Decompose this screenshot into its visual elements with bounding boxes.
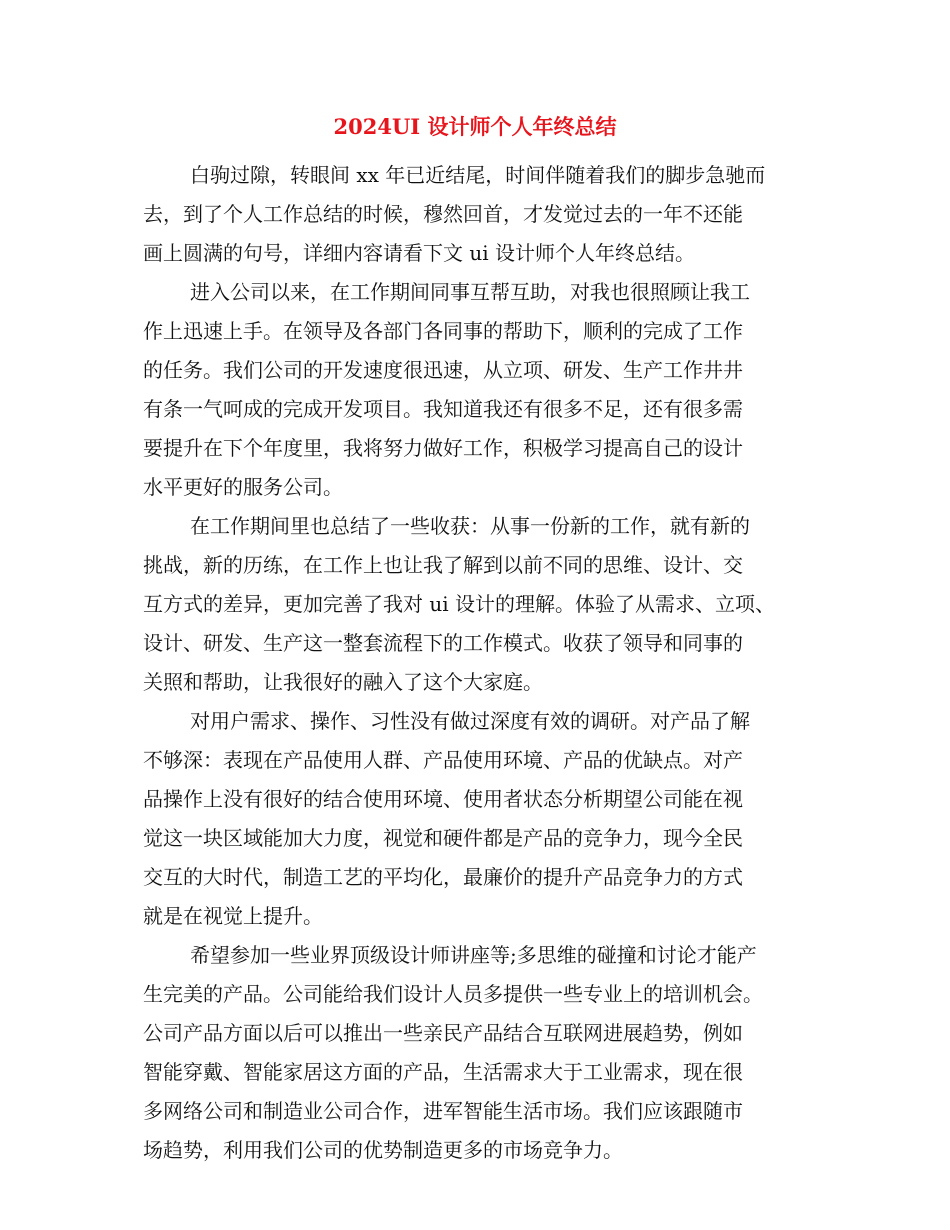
paragraph-line: 场趋势，利用我们公司的优势制造更多的市场竞争力。 [143, 1138, 623, 1162]
paragraph-line: 关照和帮助，让我很好的融入了这个大家庭。 [143, 670, 543, 694]
paragraph-line: 挑战，新的历练，在工作上也让我了解到以前不同的思维、设计、交 [143, 553, 743, 577]
paragraph-line: 有条一气呵成的完成开发项目。我知道我还有很多不足，还有很多需 [143, 397, 743, 421]
paragraph-first-line: 进入公司以来，在工作期间同事互帮互助，对我也很照顾让我工 [190, 280, 750, 304]
paragraph-first-line: 希望参加一些业界顶级设计师讲座等;多思维的碰撞和讨论才能产 [190, 943, 757, 967]
paragraph-line: 作上迅速上手。在领导及各部门各同事的帮助下，顺利的完成了工作 [143, 319, 743, 343]
paragraph-first-line: 白驹过隙，转眼间 xx 年已近结尾，时间伴随着我们的脚步急驰而 [190, 163, 766, 187]
paragraph-line: 不够深：表现在产品使用人群、产品使用环境、产品的优缺点。对产 [143, 748, 743, 772]
paragraph-line: 觉这一块区域能加大力度，视觉和硬件都是产品的竞争力，现今全民 [143, 826, 743, 850]
document-title: 2024UI 设计师个人年终总结 [333, 114, 617, 139]
paragraph-line: 就是在视觉上提升。 [143, 904, 323, 928]
paragraph-line: 多网络公司和制造业公司合作，进军智能生活市场。我们应该跟随市 [143, 1099, 743, 1123]
paragraph-line: 的任务。我们公司的开发速度很迅速，从立项、研发、生产工作井井 [143, 358, 743, 382]
paragraph-first-line: 对用户需求、操作、习性没有做过深度有效的调研。对产品了解 [190, 709, 750, 733]
paragraph-line: 去，到了个人工作总结的时候，穆然回首，才发觉过去的一年不还能 [143, 202, 743, 226]
paragraph-line: 画上圆满的句号，详细内容请看下文 ui 设计师个人年终总结。 [143, 241, 695, 265]
paragraph-line: 要提升在下个年度里，我将努力做好工作，积极学习提高自己的设计 [143, 436, 743, 460]
paragraph-line: 生完美的产品。公司能给我们设计人员多提供一些专业上的培训机会。 [143, 982, 763, 1006]
paragraph-line: 水平更好的服务公司。 [143, 475, 343, 499]
paragraph-line: 互方式的差异，更加完善了我对 ui 设计的理解。体验了从需求、立项、 [143, 592, 775, 616]
paragraph-line: 品操作上没有很好的结合使用环境、使用者状态分析期望公司能在视 [143, 787, 743, 811]
paragraph-line: 设计、研发、生产这一整套流程下的工作模式。收获了领导和同事的 [143, 631, 743, 655]
paragraph-first-line: 在工作期间里也总结了一些收获：从事一份新的工作，就有新的 [190, 514, 750, 538]
paragraph-line: 智能穿戴、智能家居这方面的产品，生活需求大于工业需求，现在很 [143, 1060, 743, 1084]
paragraph-line: 交互的大时代，制造工艺的平均化，最廉价的提升产品竞争力的方式 [143, 865, 743, 889]
paragraph-line: 公司产品方面以后可以推出一些亲民产品结合互联网进展趋势，例如 [143, 1021, 743, 1045]
